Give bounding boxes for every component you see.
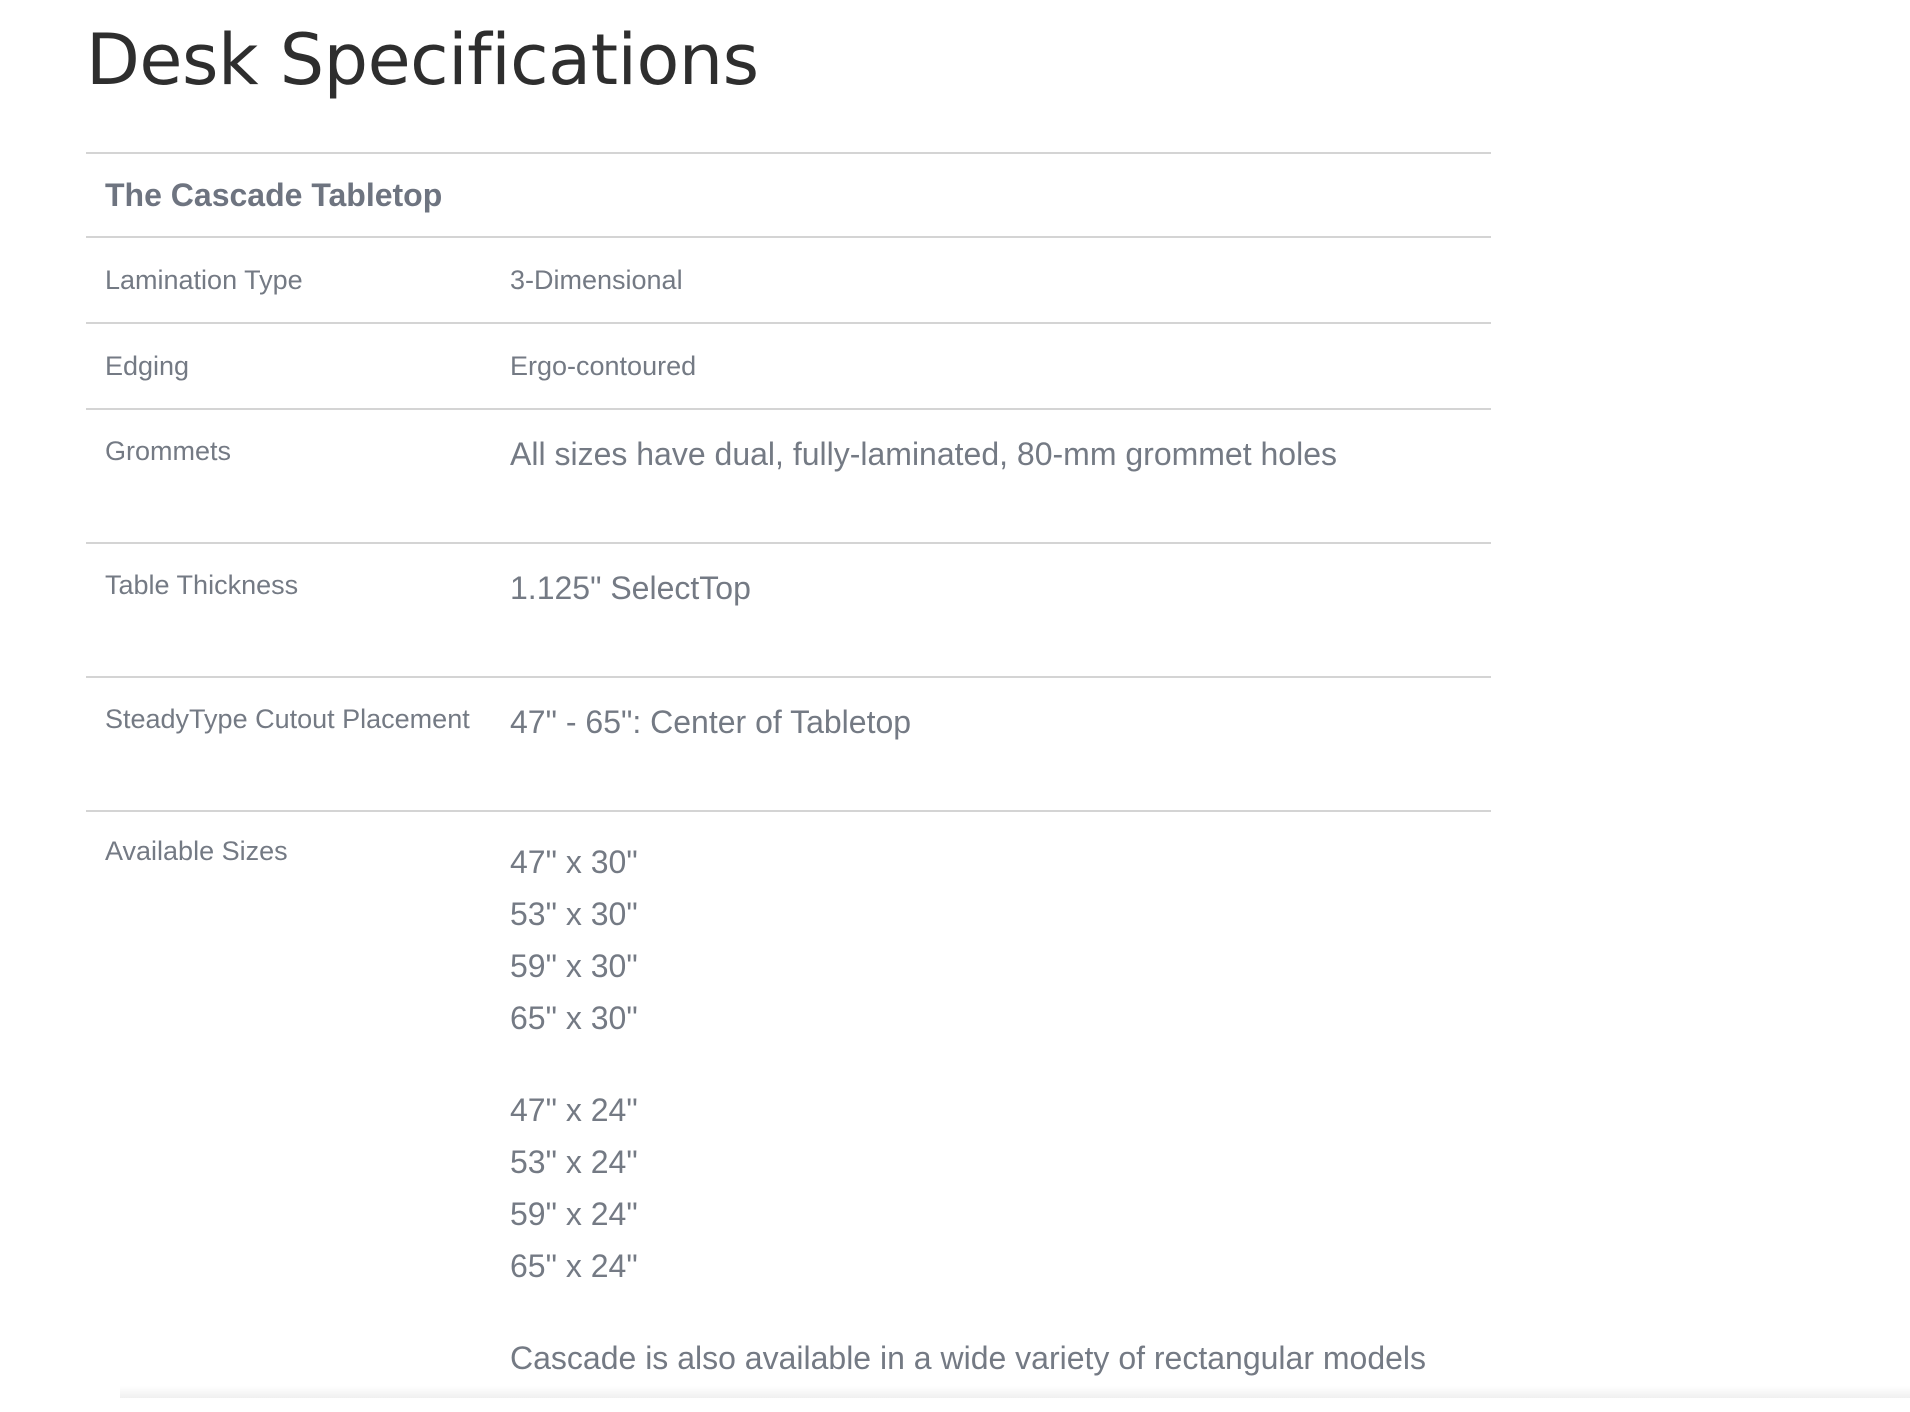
sizes-list <box>510 812 1491 1412</box>
size-item: 53" x 24" <box>510 1144 638 1180</box>
spec-label: SteadyType Cutout Placement <box>105 704 470 734</box>
size-item: 59" x 30" <box>510 948 638 984</box>
spec-value: 3-Dimensional <box>510 264 683 295</box>
spec-row-grommets <box>86 410 1491 544</box>
spec-label: Lamination Type <box>105 264 303 295</box>
size-group-30 <box>510 836 1491 1044</box>
spec-value: 1.125" SelectTop <box>510 570 751 606</box>
size-group-24 <box>510 1084 1491 1292</box>
size-item: 47" x 30" <box>510 844 638 880</box>
spec-value: 47" - 65": Center of Tabletop <box>510 704 912 740</box>
bottom-shade <box>120 1386 1910 1398</box>
size-item: 59" x 24" <box>510 1196 638 1232</box>
spec-value: Ergo-contoured <box>510 350 697 381</box>
spec-label: Table Thickness <box>105 570 299 600</box>
spec-table <box>86 152 1491 1412</box>
spec-row-available-sizes <box>86 812 1491 1412</box>
spec-row-table-thickness <box>86 544 1491 678</box>
size-item: 65" x 24" <box>510 1248 638 1284</box>
spec-row-edging <box>86 324 1491 410</box>
spec-row-steadytype-cutout <box>86 678 1491 812</box>
variety-note: Cascade is also available in a wide variety of rectangular models <box>510 1340 1427 1376</box>
spec-row-lamination-type <box>86 238 1491 324</box>
page-title: Desk Specifications <box>86 19 759 101</box>
size-item: 53" x 30" <box>510 896 638 932</box>
table-header <box>86 152 1491 238</box>
spec-label: Grommets <box>105 436 232 466</box>
spec-label: Available Sizes <box>105 836 288 866</box>
spec-value: All sizes have dual, fully-laminated, 80-mm grommet holes <box>510 436 1337 472</box>
spec-label: Edging <box>105 350 190 381</box>
table-header-title: The Cascade Tabletop <box>105 176 443 213</box>
size-item: 47" x 24" <box>510 1092 638 1128</box>
size-item: 65" x 30" <box>510 1000 638 1036</box>
